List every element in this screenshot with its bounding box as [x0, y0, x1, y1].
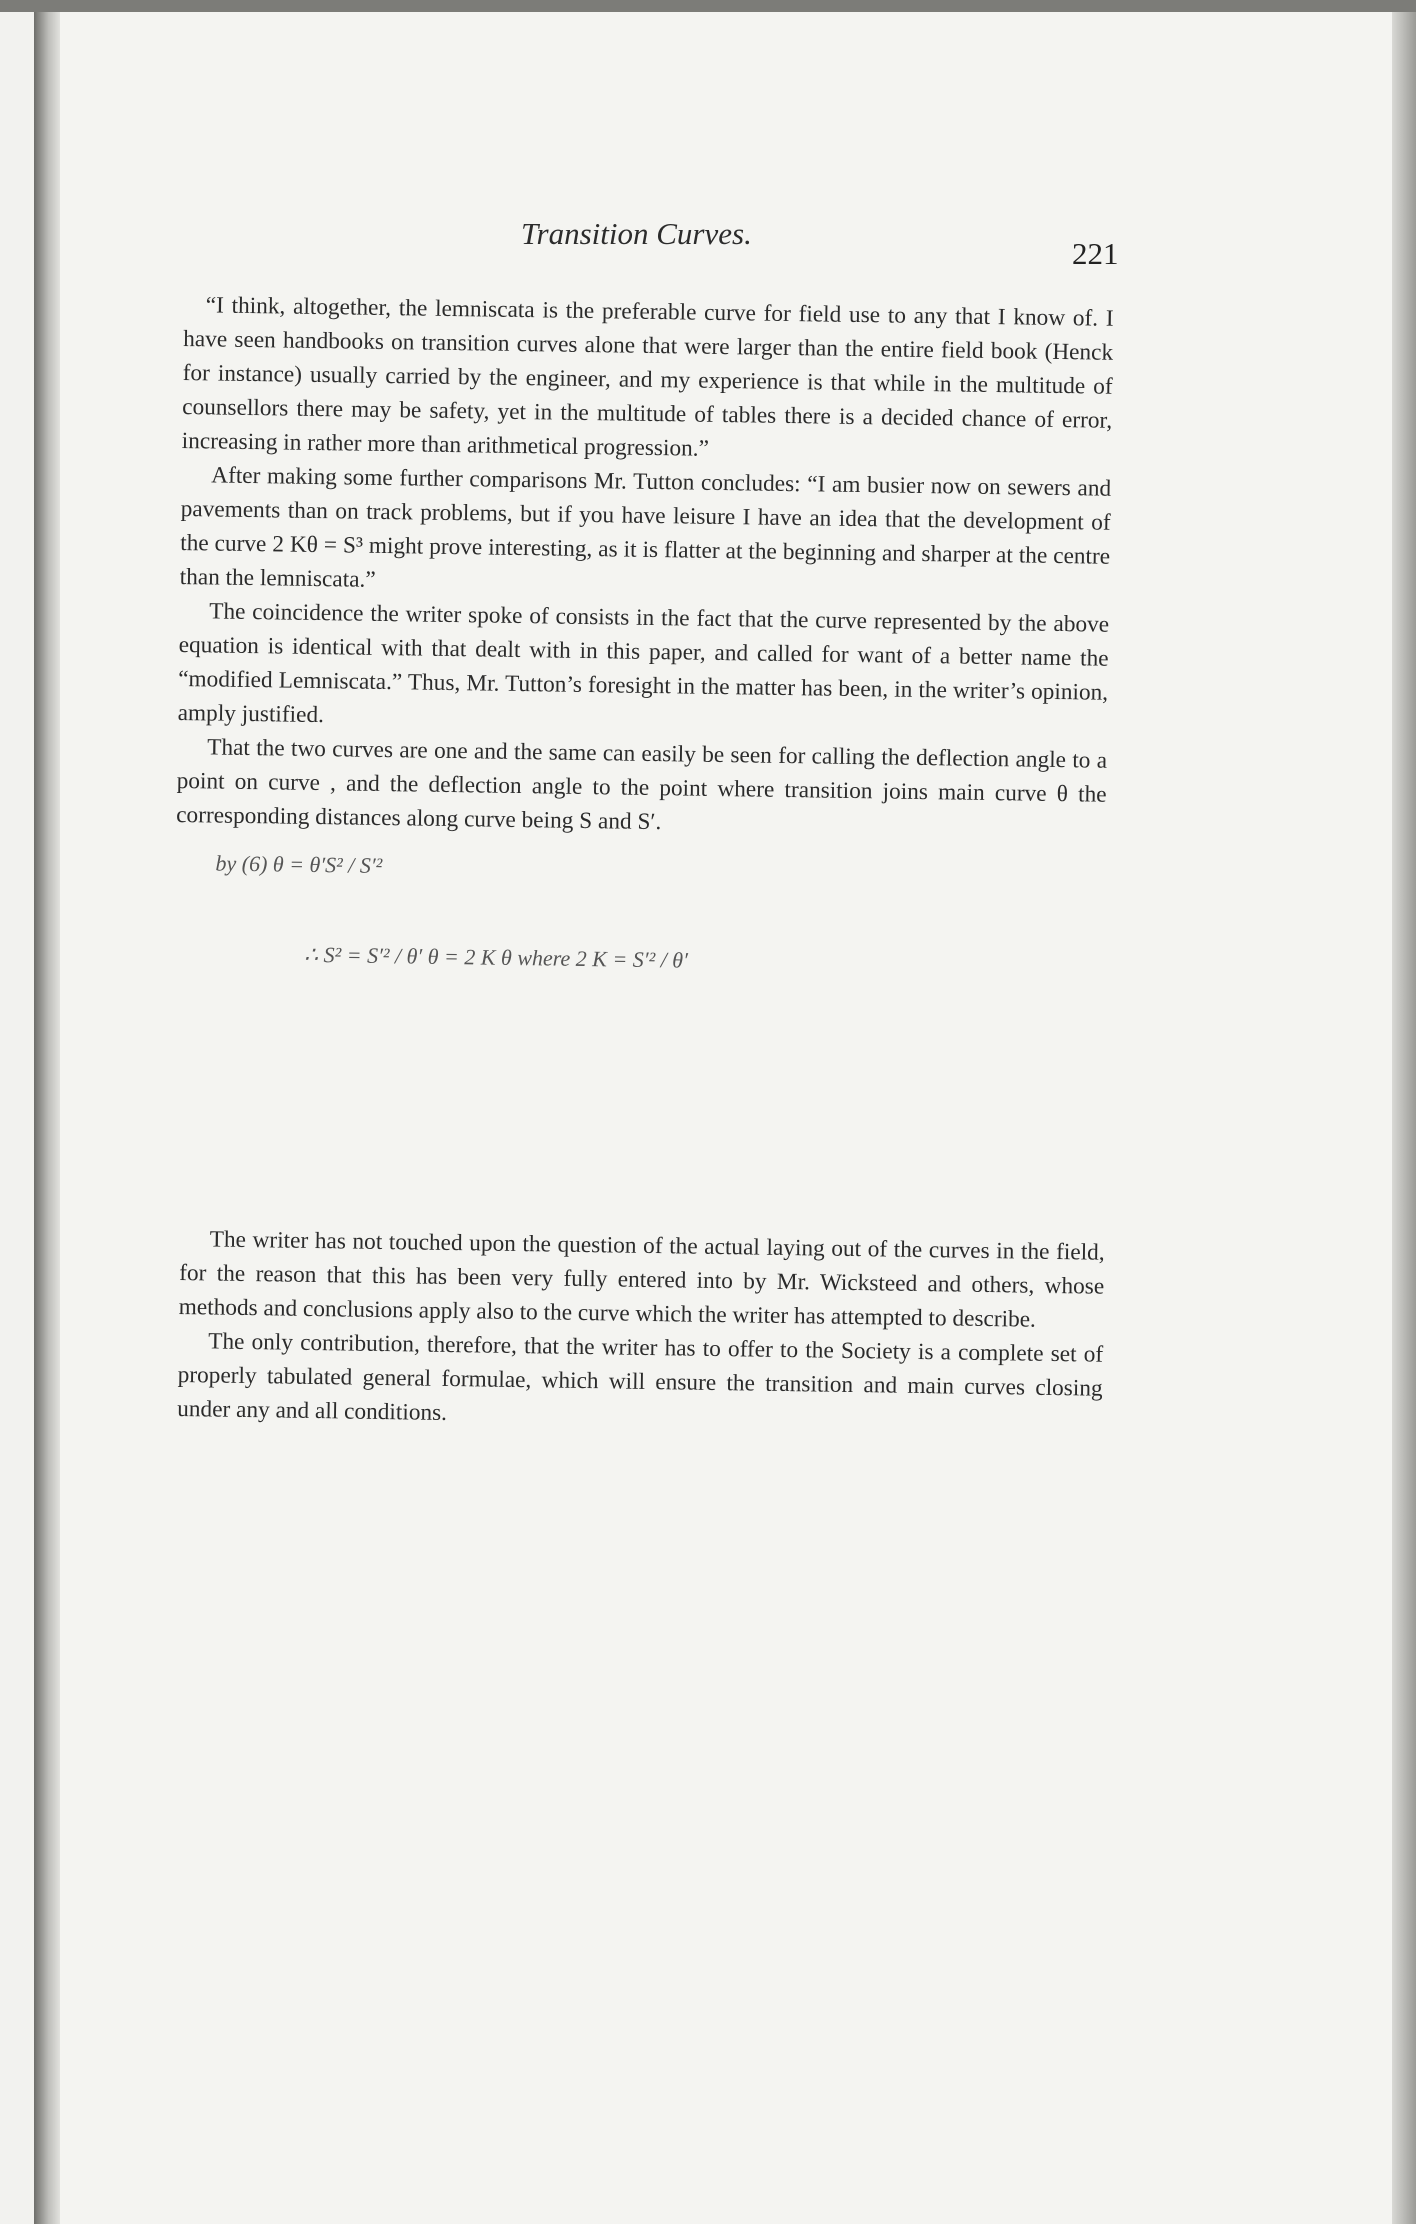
page-number: 221: [1072, 236, 1119, 271]
paragraph-coincidence: The coincidence the writer spoke of consists in the fact that the curve represented by the above equation is identical with that dealt with in this paper, and called for want of a better name the “modified Lemniscata.” Thus, Mr. Tutton’s foresight in the matter has been, in the writer’s opinion, amply justified.: [177, 598, 1110, 729]
book-gutter: [34, 12, 60, 2224]
equation-block-2: [173, 886, 1105, 1050]
body-text-top: [173, 288, 1114, 1050]
facing-page-edge: [0, 12, 34, 2224]
running-head: Transition Curves.: [521, 216, 752, 251]
paragraph-tutton-concludes: After making some further comparisons Mr. Tutton concludes: “I am busier now on sewers and pavements than on track problems, but if you have leisure I have an idea that the development of the curve 2 Kθ = S³ might prove interesting, as it is flatter at the beginning and sharper at the centre than the lemniscata.”: [179, 462, 1112, 593]
paragraph-laying-out: The writer has not touched upon the question of the actual laying out of the curves in the field, for the reason that this has been very fully entered into by Mr. Wicksteed and others, whose methods and conclusions apply also to the curve which the writer has attempted to describe.: [178, 1226, 1105, 1333]
page-right-edge: [1392, 12, 1416, 2224]
paragraph-quote: “I think, altogether, the lemniscata is the preferable curve for field use to any that I know of. I have seen handbooks on transition curves alone that were larger than the entire field book (Henck for instance) usually carried by the engineer, and my experience is that while in the multitude of counsellors there may be safety, yet in the multitude of tables there is a decided chance of error, increasing in rather more than arithmetical progression.”: [181, 292, 1114, 462]
body-text-bottom: [177, 1222, 1105, 1440]
equation-2: ∴ S² = S′² / θ′ θ = 2 K θ where 2 K = S′² / θ′: [303, 941, 689, 973]
equation-1: by (6) θ = θ′S² / S′²: [215, 850, 383, 879]
scan-top-border: [0, 0, 1416, 12]
paragraph-two-curves: That the two curves are one and the same can easily be seen for calling the deflection angle to a point on curve , and the deflection angle to the point where transition joins main curve θ the corresponding distances along curve being S and S′.: [175, 734, 1108, 836]
paragraph-contribution: The only contribution, therefore, that the writer has to offer to the Society is a complete set of properly tabulated general formulae, which will ensure the transition and main curves closing under any and all conditions.: [177, 1328, 1104, 1426]
